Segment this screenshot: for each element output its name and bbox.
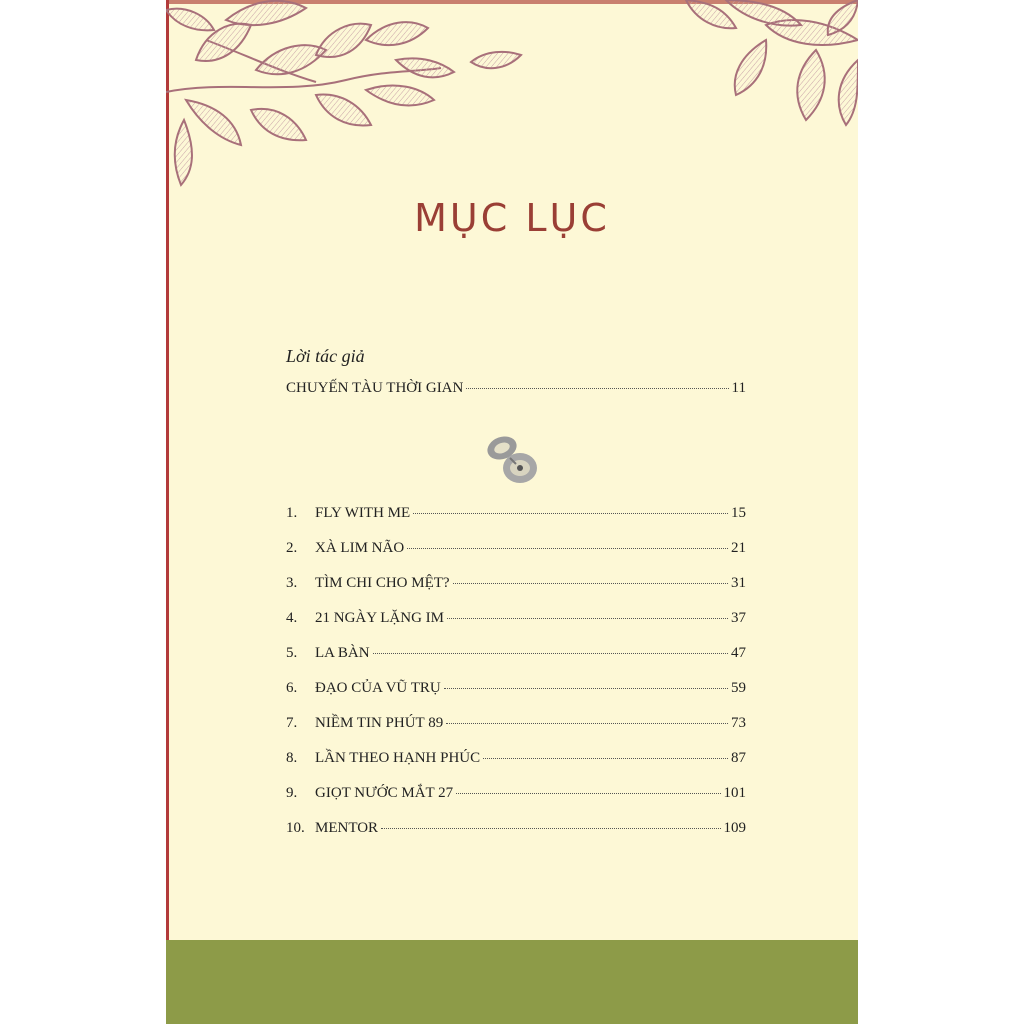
preface-label: Lời tác giả: [286, 346, 365, 366]
toc-entry-page: 31: [731, 575, 746, 591]
toc-chapter-1[interactable]: [286, 505, 746, 527]
toc-entry-page: 101: [723, 785, 746, 801]
toc-entry-page: 47: [731, 645, 746, 661]
dot-leader: [373, 653, 728, 654]
toc-entry-page: 73: [731, 715, 746, 731]
toc-entry-number: 4.: [286, 610, 298, 626]
toc-entry-page: 87: [731, 750, 746, 766]
toc-entry-title: LA BÀN: [315, 645, 370, 661]
dot-leader: [381, 828, 720, 829]
toc-entry-title: GIỌT NƯỚC MẮT 27: [315, 785, 454, 801]
dot-leader: [413, 513, 728, 514]
dot-leader: [483, 758, 728, 759]
toc-entry-title: 21 NGÀY LẶNG IM: [315, 610, 445, 626]
toc-chapter-9[interactable]: [286, 785, 746, 807]
toc-entry-page: 21: [731, 540, 746, 556]
dot-leader: [466, 388, 728, 389]
toc-entry-page: 109: [723, 820, 746, 836]
toc-entry-title: LẦN THEO HẠNH PHÚC: [315, 750, 481, 766]
toc-chapter-2[interactable]: [286, 540, 746, 562]
toc-entry-number: 7.: [286, 715, 298, 731]
toc-entry-title: FLY WITH ME: [315, 505, 411, 521]
book-page: [166, 0, 858, 1024]
dot-leader: [407, 548, 728, 549]
toc-chapter-5[interactable]: [286, 645, 746, 667]
toc-entry-title: XÀ LIM NÃO: [315, 540, 405, 556]
toc-entry-page: 37: [731, 610, 746, 626]
bottom-color-band: [166, 940, 858, 1024]
toc-entry-title: ĐẠO CỦA VŨ TRỤ: [315, 680, 441, 696]
dot-leader: [446, 723, 728, 724]
toc-entry-number: 1.: [286, 505, 298, 521]
dot-leader: [453, 583, 728, 584]
toc-chapter-8[interactable]: [286, 750, 746, 772]
toc-entry-number: 6.: [286, 680, 298, 696]
toc-entry-page: 59: [731, 680, 746, 696]
toc-chapter-6[interactable]: [286, 680, 746, 702]
toc-entry-number: 10.: [286, 820, 305, 836]
toc-preface-entry[interactable]: [286, 380, 746, 402]
toc-entry-title: CHUYẾN TÀU THỜI GIAN: [286, 380, 464, 396]
toc-entry-number: 8.: [286, 750, 298, 766]
leaf-branch-decoration: [166, 0, 858, 200]
toc-entry-title: TÌM CHI CHO MỆT?: [315, 575, 450, 591]
compass-ornament-icon: [482, 430, 542, 492]
toc-entry-number: 5.: [286, 645, 298, 661]
toc-entry-number: 9.: [286, 785, 298, 801]
dot-leader: [456, 793, 720, 794]
toc-entry-number: 3.: [286, 575, 298, 591]
toc-entry-title: MENTOR: [315, 820, 379, 836]
toc-chapter-10[interactable]: [286, 820, 746, 842]
toc-chapter-3[interactable]: [286, 575, 746, 597]
toc-entry-page: 15: [731, 505, 746, 521]
toc-entry-title: NIỀM TIN PHÚT 89: [315, 715, 444, 731]
toc-entry-page: 11: [731, 380, 746, 396]
toc-chapter-4[interactable]: [286, 610, 746, 632]
page-title: MỤC LỤC: [414, 196, 610, 240]
dot-leader: [447, 618, 728, 619]
dot-leader: [444, 688, 728, 689]
toc-chapter-7[interactable]: [286, 715, 746, 737]
toc-entry-number: 2.: [286, 540, 298, 556]
